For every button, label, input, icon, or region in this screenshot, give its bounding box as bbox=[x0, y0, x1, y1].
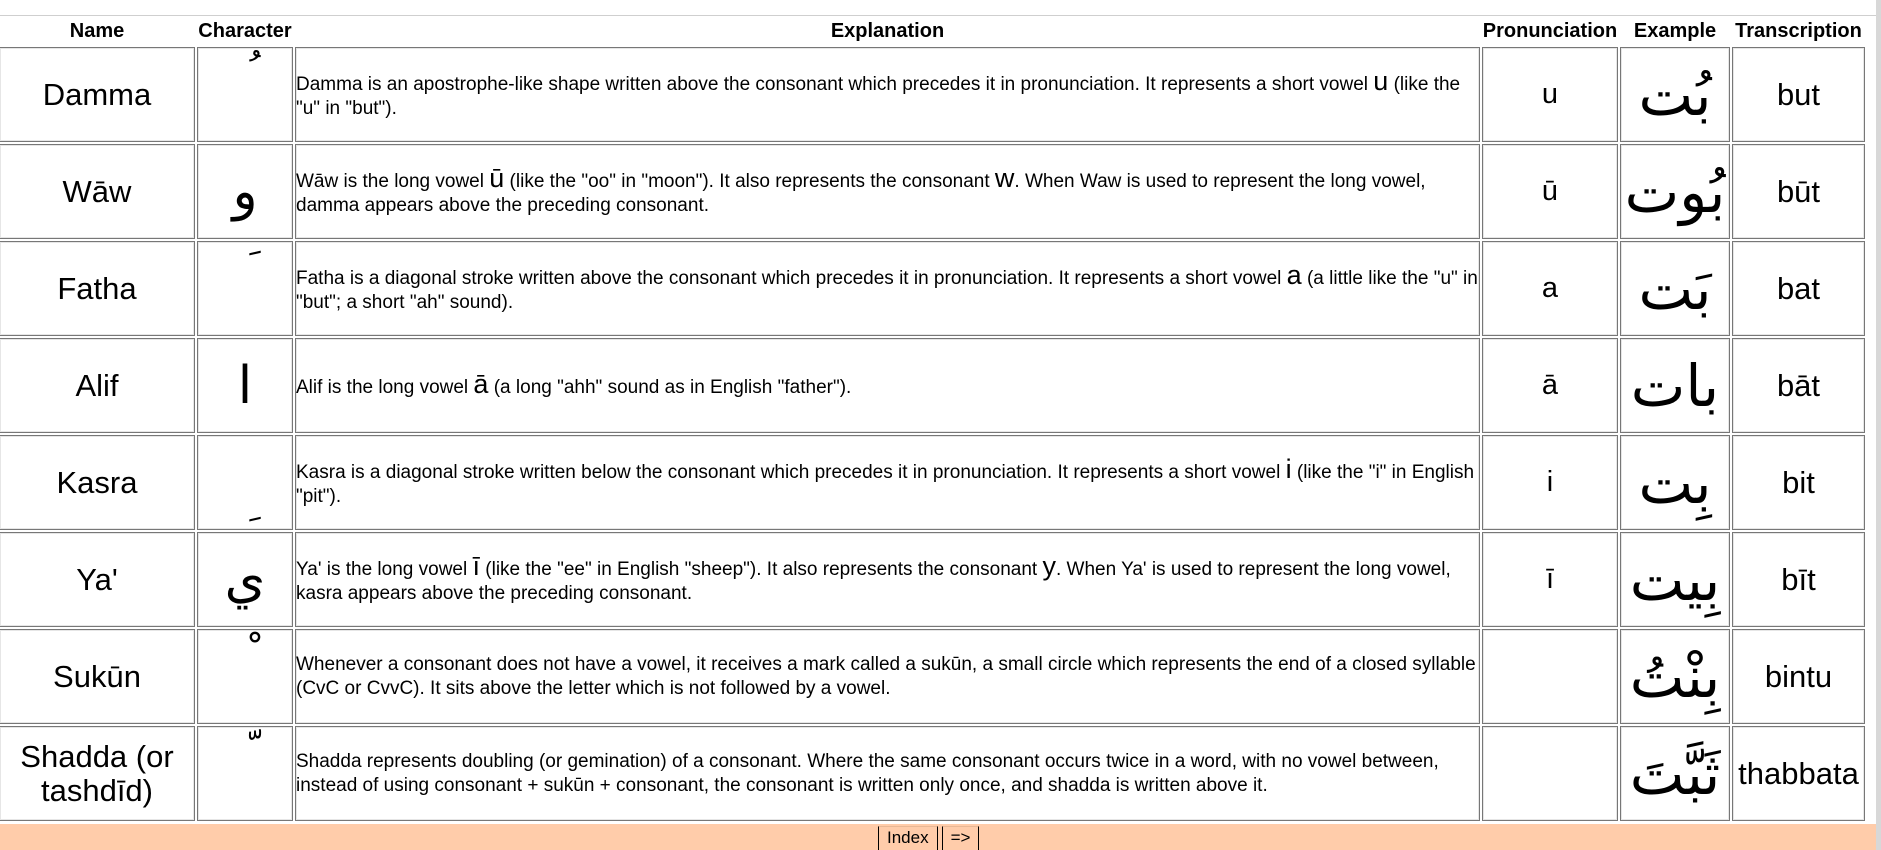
explanation-text: (like the "oo" in "moon"). It also represents the consonant bbox=[504, 170, 995, 192]
table-row bbox=[0, 241, 1865, 336]
character-cell bbox=[197, 241, 293, 336]
explanation-symbol: w bbox=[994, 162, 1015, 193]
header-transcription: Transcription bbox=[1735, 20, 1862, 42]
explanation-text: Fatha is a diagonal stroke written above the consonant which precedes it in pronunciation. It represents a short vowel bbox=[296, 267, 1287, 289]
explanation-text: . When Waw is used to represent the long vowel, damma appears above the preceding consonant. bbox=[296, 170, 1426, 216]
explanation-cell bbox=[295, 532, 1480, 627]
example-word-cell: ثَبَّتَ bbox=[1620, 726, 1730, 821]
explanation-cell bbox=[295, 241, 1480, 336]
explanation-text: (like the "i" in English "pit"). bbox=[296, 461, 1475, 507]
explanation-cell bbox=[295, 435, 1480, 530]
transcription-cell: bāt bbox=[1732, 338, 1865, 433]
pronunciation-cell: a bbox=[1482, 241, 1618, 336]
explanation-text: Shadda represents doubling (or gemination) of a consonant. Where the same consonant occurs twice in a word, with no vowel between, instead of using consonant + sukūn + consonant, the consonant is written only once, and shadda is written above it. bbox=[296, 750, 1439, 796]
table-row bbox=[0, 144, 1865, 239]
scrollbar[interactable] bbox=[1876, 0, 1881, 850]
explanation-symbol: i bbox=[1285, 453, 1292, 484]
pronunciation-cell bbox=[1482, 726, 1618, 821]
explanation-symbol: ū bbox=[489, 162, 505, 193]
pronunciation-cell: ā bbox=[1482, 338, 1618, 433]
transcription-cell: bat bbox=[1732, 241, 1865, 336]
explanation-symbol: u bbox=[1373, 65, 1389, 96]
character-cell bbox=[197, 435, 293, 530]
example-word-cell: بِنْتُ bbox=[1620, 629, 1730, 724]
character-cell bbox=[197, 338, 293, 433]
vowel-name-cell: Shadda (or tashdīd) bbox=[0, 726, 195, 821]
table-row bbox=[0, 435, 1865, 530]
table-row bbox=[0, 629, 1865, 724]
explanation-symbol: a bbox=[1286, 259, 1302, 290]
explanation-text: (like the "ee" in English "sheep"). It also represents the consonant bbox=[480, 558, 1043, 580]
table-row bbox=[0, 47, 1865, 142]
header-row bbox=[0, 18, 1865, 45]
explanation-symbol: ī bbox=[472, 550, 480, 581]
example-word-cell: بُوت bbox=[1620, 144, 1730, 239]
character-glyph: ا bbox=[237, 355, 253, 416]
vowel-name-cell: Fatha bbox=[0, 241, 195, 336]
vowel-name-cell: Alif bbox=[0, 338, 195, 433]
transcription-cell: bit bbox=[1732, 435, 1865, 530]
explanation-cell bbox=[295, 726, 1480, 821]
explanation-text: Kasra is a diagonal stroke written below the consonant which precedes it in pronunciation. It represents a short vowel bbox=[296, 461, 1286, 483]
character-cell bbox=[197, 532, 293, 627]
header-name: Name bbox=[69, 20, 125, 42]
explanation-text: (like the "u" in "but"). bbox=[296, 73, 1461, 119]
vowel-name-cell: Wāw bbox=[0, 144, 195, 239]
pronunciation-cell: u bbox=[1482, 47, 1618, 142]
pronunciation-cell: i bbox=[1482, 435, 1618, 530]
pronunciation-cell bbox=[1482, 629, 1618, 724]
pronunciation-cell: ī bbox=[1482, 532, 1618, 627]
footer-nav bbox=[878, 826, 983, 850]
explanation-symbol: ā bbox=[473, 368, 489, 399]
vowel-name-cell: Damma bbox=[0, 47, 195, 142]
transcription-cell: but bbox=[1732, 47, 1865, 142]
transcription-cell: bīt bbox=[1732, 532, 1865, 627]
character-glyph bbox=[198, 731, 292, 771]
example-word-cell: بُت bbox=[1620, 47, 1730, 142]
vowel-name-cell: Kasra bbox=[0, 435, 195, 530]
header-pronunciation: Pronunciation bbox=[1482, 20, 1618, 42]
transcription-cell: bintu bbox=[1732, 629, 1865, 724]
example-word-cell: بَت bbox=[1620, 241, 1730, 336]
next-link[interactable]: => bbox=[942, 826, 980, 850]
example-word-cell: بات bbox=[1620, 338, 1730, 433]
character-glyph: ي bbox=[224, 549, 266, 610]
explanation-cell bbox=[295, 629, 1480, 724]
explanation-text: Ya' is the long vowel bbox=[296, 558, 473, 580]
vowel-name-cell: Ya' bbox=[0, 532, 195, 627]
explanation-text: Wāw is the long vowel bbox=[296, 170, 490, 192]
explanation-text: Whenever a consonant does not have a vowel, it receives a mark called a sukūn, a small circle which represents the end of a closed syllable (CvC or CvvC). It sits above the letter which is not followed by a vowel. bbox=[296, 653, 1476, 699]
character-glyph bbox=[198, 483, 292, 523]
explanation-text: (a long "ahh" sound as in English "father"). bbox=[488, 376, 852, 398]
explanation-text: . When Ya' is used to represent the long vowel, kasra appears above the preceding consonant. bbox=[296, 558, 1451, 604]
header-character: Character bbox=[198, 20, 292, 42]
header-explanation: Explanation bbox=[830, 20, 945, 42]
explanation-symbol: y bbox=[1042, 550, 1056, 581]
pronunciation-cell: ū bbox=[1482, 144, 1618, 239]
vowel-name-cell: Sukūn bbox=[0, 629, 195, 724]
table-row bbox=[0, 338, 1865, 433]
character-glyph bbox=[198, 52, 292, 92]
explanation-text: (a little like the "u" in "but"; a short "ah" sound). bbox=[296, 267, 1478, 313]
index-link[interactable]: Index bbox=[878, 826, 938, 850]
explanation-cell bbox=[295, 144, 1480, 239]
character-cell bbox=[197, 726, 293, 821]
header-example: Example bbox=[1633, 20, 1717, 42]
example-word-cell: بِيت bbox=[1620, 532, 1730, 627]
explanation-cell bbox=[295, 338, 1480, 433]
transcription-cell: būt bbox=[1732, 144, 1865, 239]
character-cell bbox=[197, 144, 293, 239]
table-row bbox=[0, 532, 1865, 627]
transcription-cell: thabbata bbox=[1732, 726, 1865, 821]
vowel-table bbox=[0, 16, 1867, 823]
table-row bbox=[0, 726, 1865, 821]
character-glyph bbox=[198, 246, 292, 286]
character-glyph bbox=[198, 634, 292, 674]
character-cell bbox=[197, 47, 293, 142]
example-word-cell: بِت bbox=[1620, 435, 1730, 530]
character-cell bbox=[197, 629, 293, 724]
character-glyph: و bbox=[232, 161, 258, 222]
explanation-cell bbox=[295, 47, 1480, 142]
explanation-text: Alif is the long vowel bbox=[296, 376, 474, 398]
explanation-text: Damma is an apostrophe-like shape written above the consonant which precedes it in pronunciation. It represents a short vowel bbox=[296, 73, 1374, 95]
